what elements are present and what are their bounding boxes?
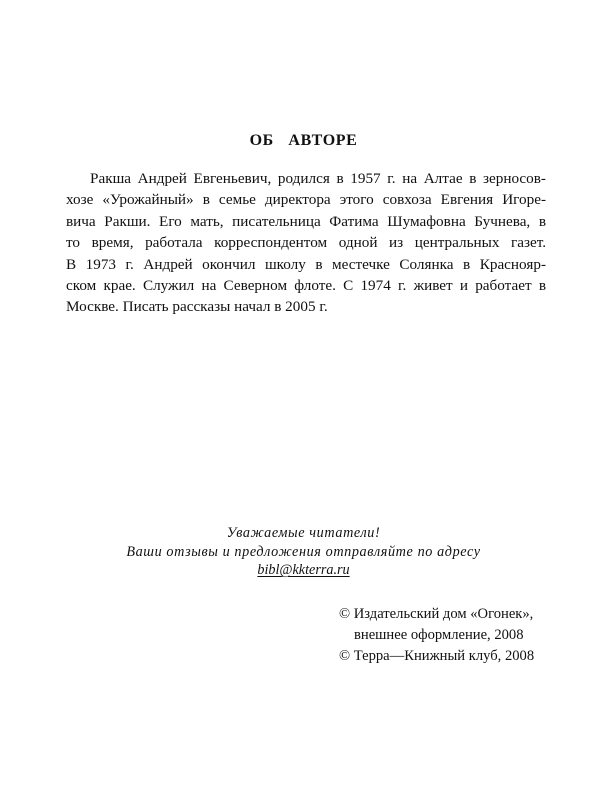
author-bio: [66, 168, 546, 318]
reader-notice: [0, 524, 607, 580]
bio-line: Ракша Андрей Евгеньевич, родился в 1957 г. на Алтае в зерносов-: [90, 170, 546, 187]
notice-request: Ваши отзывы и предложения отправляйте по адресу: [126, 543, 481, 560]
bio-line: хозе «Урожайный» в семье директора этого совхоза Евгения Игоре-: [66, 191, 546, 209]
bio-line: ском крае. Служил на Северном флоте. С 1974 г. живет и работает в: [66, 277, 546, 295]
bio-line: В 1973 г. Андрей окончил школу в местечке Солянка в Краснояр-: [66, 255, 546, 273]
copyright-publisher: © Издательский дом «Огонек»,: [339, 606, 534, 622]
bio-line: то время, работала корреспондентом одной из центральных газет.: [66, 234, 546, 252]
copyright-block: [339, 604, 579, 667]
section-heading: ОБ АВТОРЕ: [249, 132, 358, 149]
copyright-club: © Терра—Книжный клуб, 2008: [339, 648, 535, 664]
bio-line: Москве. Писать рассказы начал в 2005 г.: [66, 298, 328, 316]
bio-line: вича Ракши. Его мать, писательница Фатима Шумафовна Бучнева, в: [66, 212, 546, 230]
email-link[interactable]: bibl@kkterra.ru: [257, 562, 350, 579]
copyright-design: внешнее оформление, 2008: [354, 627, 524, 643]
notice-greeting: Уважаемые читатели!: [226, 525, 381, 541]
